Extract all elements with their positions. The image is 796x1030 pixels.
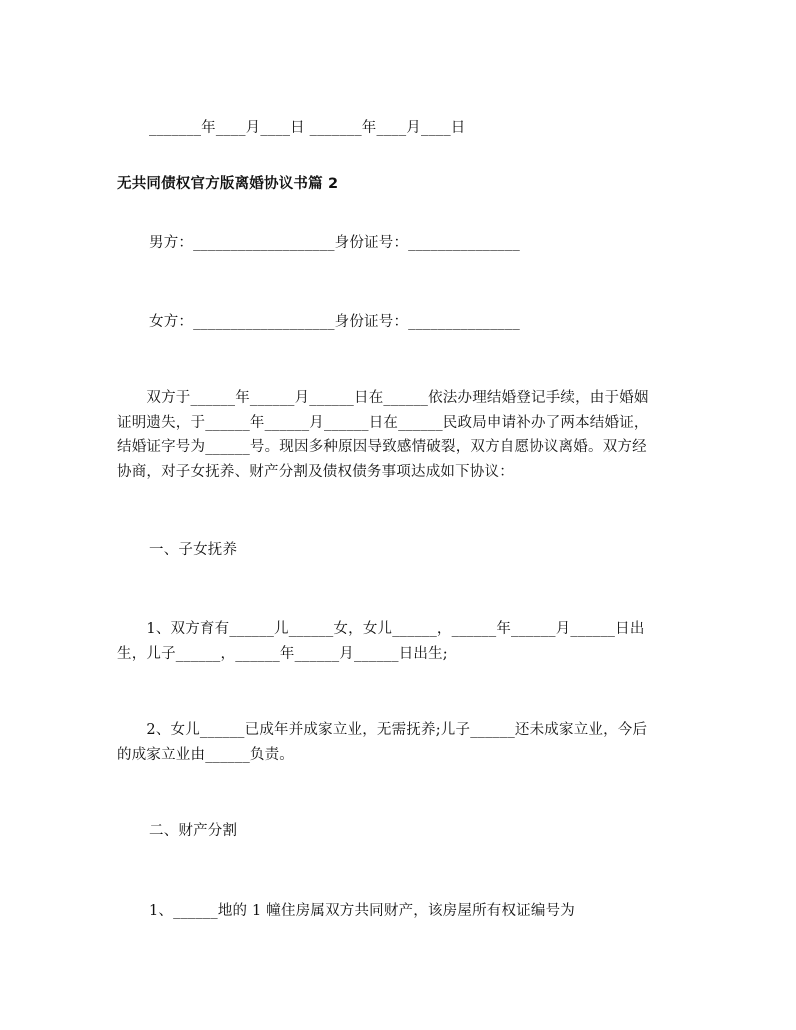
heading-property-division: 二、财产分割 (149, 823, 238, 839)
item-2-paragraph (117, 718, 687, 767)
intro-line: 证明遗失，于______年______月______日在______民政局申请补办了两本结婚证， (117, 414, 649, 431)
item-2-line: 2、女儿______已成年并成家立业，无需抚养;儿子______还未成家立业，今后 (117, 722, 648, 738)
intro-line: 协商，对子女抚养、财产分割及债权债务事项达成如下协议： (117, 463, 514, 480)
item-3-line: 1、______地的 1 幢住房属双方共同财产，该房屋所有权证编号为 (149, 903, 575, 919)
signature-date-line: _______年____月____日 _______年____月____日 (149, 120, 466, 136)
intro-line: 双方于______年______月______日在______依法办理结婚登记手续，由于婚姻 (117, 390, 649, 406)
item-1-line: 1、双方育有______儿______女，女儿______，______年______月______日出 (117, 621, 645, 637)
section-title: 无共同债权官方版离婚协议书篇 2 (117, 176, 339, 192)
intro-line: 结婚证字号为______号。现因多种原因导致感情破裂，双方自愿协议离婚。双方经 (117, 439, 647, 455)
male-party-line: 男方：___________________身份证号：_______________ (149, 235, 520, 251)
item-1-line: 生，儿子______，______年______月______日出生; (117, 645, 448, 662)
intro-paragraph (117, 386, 687, 484)
heading-child-custody: 一、子女抚养 (149, 542, 238, 558)
item-1-paragraph (117, 617, 687, 666)
item-2-line: 的成家立业由______负责。 (117, 746, 294, 763)
female-party-line: 女方：___________________身份证号：_______________ (149, 314, 520, 330)
